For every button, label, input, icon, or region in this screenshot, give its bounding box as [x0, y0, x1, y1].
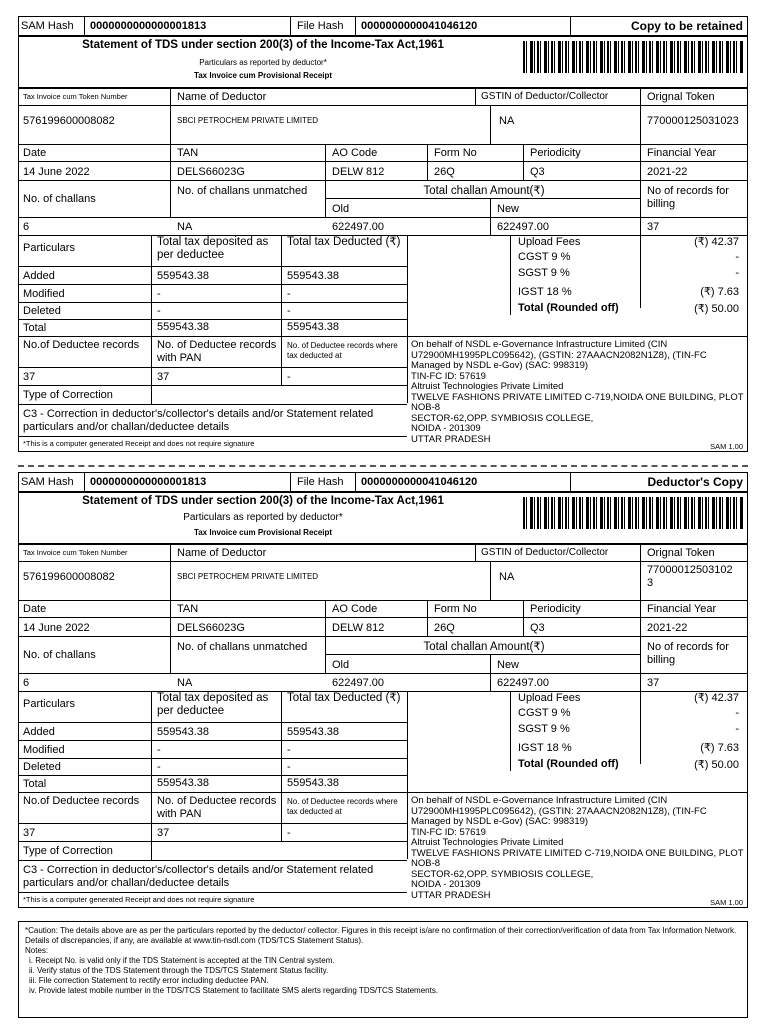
challan-old-value: 622497.00 [332, 677, 384, 689]
no-deductee-value: 37 [23, 827, 36, 839]
sgst-label: SGST 9 % [518, 267, 570, 279]
cut-line [18, 465, 748, 467]
ao-code-value: DELW 812 [332, 166, 385, 178]
particulars-label: Particulars [23, 242, 75, 254]
challans-unmatched-label: No. of challans unmatched [177, 641, 308, 653]
receipt-page [18, 16, 748, 995]
receipt-deductor-copy [18, 472, 748, 928]
deleted-label: Deleted [23, 761, 61, 773]
no-challans-label: No. of challans [23, 649, 96, 661]
deleted-deposited-value: - [157, 761, 161, 773]
deleted-deposited-value: - [157, 305, 161, 317]
financial-year-value: 2021-22 [647, 166, 688, 178]
total-deducted-label: Total tax Deducted (₹) [287, 236, 401, 248]
date-label: Date [23, 147, 47, 159]
gstin-label: GSTIN of Deductor/Collector [481, 547, 609, 558]
added-deducted-value: 559543.38 [287, 270, 339, 282]
notes-label: Notes: [25, 946, 49, 955]
note-item: i. Receipt No. is valid only if the TDS Statement is accepted at the TIN Central system. [29, 956, 335, 965]
cgst-label: CGST 9 % [518, 251, 571, 263]
token-number-label: Tax Invoice cum Token Number [23, 548, 128, 557]
receipt-copy-retained [18, 16, 748, 452]
no-deductee-pan-label: No. of Deductee records with PAN [157, 339, 277, 364]
token-number-value: 576199600008082 [23, 571, 115, 583]
form-no-label: Form No [434, 603, 477, 615]
nsdl-address4: UTTAR PRADESH [411, 433, 491, 445]
added-label: Added [23, 726, 55, 738]
total-deposited-label: Total tax deposited as per deductee [157, 236, 269, 261]
financial-year-value: 2021-22 [647, 622, 688, 634]
total-deducted-value: 559543.38 [287, 321, 339, 333]
original-token-value [644, 563, 744, 591]
nsdl-tinfc: TIN-FC ID: 57619 [411, 370, 486, 382]
form-no-value: 26Q [434, 166, 455, 178]
deductor-name-label: Name of Deductor [177, 547, 267, 559]
total-deposited-value: 559543.38 [157, 321, 209, 333]
cgst-value: - [735, 251, 739, 263]
records-billing-label: No of records for billing [647, 641, 729, 666]
nsdl-block [409, 340, 747, 445]
no-deductee-where-value: - [287, 827, 291, 839]
deductor-name-label: Name of Deductor [177, 91, 267, 103]
nsdl-tinfc: TIN-FC ID: 57619 [411, 826, 486, 838]
original-token-label: Orignal Token [647, 91, 715, 103]
date-label: Date [23, 603, 47, 615]
added-label: Added [23, 270, 55, 282]
no-challans-value: 6 [23, 677, 30, 689]
igst-value: (₹) 7.63 [700, 742, 739, 754]
no-challans-value: 6 [23, 221, 30, 233]
challans-unmatched-value: NA [177, 221, 193, 233]
tan-value: DELS66023G [177, 166, 245, 178]
cgst-label: CGST 9 % [518, 707, 571, 719]
statement-title: Statement of TDS under section 200(3) of the Income-Tax Act,1961 [82, 495, 444, 507]
nsdl-company: Altruist Technologies Private Limited [411, 837, 564, 848]
type-correction-label: Type of Correction [23, 389, 113, 401]
form-no-label: Form No [434, 147, 477, 159]
modified-label: Modified [23, 288, 65, 300]
caution-text: *Caution: The details above are as per the particulars reported by the deductor/ collector. Figures in this receipt is/are no confirmation of their correction/verification of data from Tax Information Network. Details of discrepancies, if any, are available at www.tin-nsdl.com (TDS/TCS Statement Status). [25, 926, 737, 945]
computer-generated-note: *This is a computer generated Receipt and does not require signature [23, 895, 255, 904]
deleted-label: Deleted [23, 305, 61, 317]
no-deductee-where-label: No. of Deductee records where tax deducted at [287, 797, 398, 816]
total-deducted-label: Total tax Deducted (₹) [287, 692, 401, 704]
ao-code-label: AO Code [332, 147, 378, 159]
computer-generated-note: *This is a computer generated Receipt and does not require signature [23, 439, 255, 448]
financial-year-label: Financial Year [647, 603, 717, 615]
note-item: iv. Provide latest mobile number in the TDS/TCS Statement to facilitate SMS alerts regarding TDS/TCS Statements. [29, 986, 439, 995]
nsdl-address2: SECTOR-62,OPP. SYMBIOSIS COLLEGE, [411, 412, 594, 424]
receipt-type: Tax Invoice cum Provisional Receipt [193, 71, 333, 80]
total-deposited-value: 559543.38 [157, 777, 209, 789]
particulars-label: Particulars [23, 698, 75, 710]
statement-title: Statement of TDS under section 200(3) of the Income-Tax Act,1961 [82, 39, 444, 51]
statement-subtitle: Particulars as reported by deductor* [199, 58, 327, 67]
original-token-label: Orignal Token [647, 547, 715, 559]
total-rounded-label: Total (Rounded off) [518, 758, 619, 770]
modified-deposited-value: - [157, 288, 161, 300]
challan-new-value: 622497.00 [497, 221, 549, 233]
no-deductee-value: 37 [23, 371, 36, 383]
ao-code-value: DELW 812 [332, 622, 385, 634]
challan-new-label: New [497, 659, 520, 671]
receipt-type: Tax Invoice cum Provisional Receipt [193, 528, 333, 537]
periodicity-label: Periodicity [530, 147, 581, 159]
nsdl-address4: UTTAR PRADESH [411, 889, 491, 901]
total-challan-label: Total challan Amount(₹) [423, 641, 545, 653]
cgst-value: - [735, 707, 739, 719]
sgst-value: - [735, 723, 739, 735]
total-rounded-value: (₹) 50.00 [694, 303, 739, 315]
records-billing-label: No of records for billing [647, 185, 729, 210]
sam-hash-label: SAM Hash [21, 20, 74, 32]
gstin-label: GSTIN of Deductor/Collector [481, 91, 609, 102]
challan-old-value: 622497.00 [332, 221, 384, 233]
sam-hash-value: 0000000000000001813 [90, 476, 207, 488]
deductor-name-value: SBCI PETROCHEM PRIVATE LIMITED [177, 572, 319, 581]
sgst-value: - [735, 267, 739, 279]
no-challans-label: No. of challans [23, 193, 96, 205]
original-token-value: 770000125031023 [647, 115, 739, 127]
nsdl-line1: On behalf of NSDL e-Governance Infrastructure Limited (CIN U72900MH1995PLC095642), (GSTIN: 27AAACN2082N1Z8), (TIN-FC Managed by NSDL e-Gov) (SAC: 998319) [411, 796, 707, 827]
barcode [523, 497, 743, 529]
no-deductee-pan-value: 37 [157, 371, 170, 383]
no-deductee-label: No.of Deductee records [23, 339, 140, 351]
nsdl-address3: NOIDA - 201309 [411, 423, 481, 434]
nsdl-address1: TWELVE FASHIONS PRIVATE LIMITED C-719,NOIDA ONE BUILDING, PLOT NOB-8 [411, 391, 744, 413]
deleted-deducted-value: - [287, 761, 291, 773]
type-correction-label: Type of Correction [23, 845, 113, 857]
total-label: Total [23, 322, 47, 334]
sam-hash-label: SAM Hash [21, 476, 74, 488]
challan-new-value: 622497.00 [497, 677, 549, 689]
original-token-line2: 3 [647, 577, 654, 589]
total-challan-label: Total challan Amount(₹) [423, 185, 545, 197]
added-deposited-value: 559543.38 [157, 270, 209, 282]
periodicity-label: Periodicity [530, 603, 581, 615]
periodicity-value: Q3 [530, 166, 545, 178]
tan-label: TAN [177, 603, 199, 615]
nsdl-line1: On behalf of NSDL e-Governance Infrastructure Limited (CIN U72900MH1995PLC095642), (GSTIN: 27AAACN2082N1Z8), (TIN-FC Managed by NSDL e-Gov) (SAC: 998319) [411, 340, 707, 371]
challan-new-label: New [497, 203, 520, 215]
form-no-value: 26Q [434, 622, 455, 634]
added-deposited-value: 559543.38 [157, 726, 209, 738]
date-value: 14 June 2022 [23, 622, 90, 634]
correction-value: C3 - Correction in deductor's/collector's details and/or Statement related particulars and/or challan/deductee details [23, 864, 374, 889]
file-hash-value: 0000000000041046120 [361, 20, 478, 32]
nsdl-address1: TWELVE FASHIONS PRIVATE LIMITED C-719,NOIDA ONE BUILDING, PLOT NOB-8 [411, 847, 744, 869]
total-label: Total [23, 778, 47, 790]
nsdl-address3: NOIDA - 201309 [411, 879, 481, 890]
file-hash-label: File Hash [297, 20, 344, 32]
challan-old-label: Old [332, 203, 350, 215]
total-rounded-label: Total (Rounded off) [518, 302, 619, 314]
modified-deducted-value: - [287, 744, 291, 756]
token-number-value: 576199600008082 [23, 115, 115, 127]
date-value: 14 June 2022 [23, 166, 90, 178]
tan-label: TAN [177, 147, 199, 159]
token-number-label: Tax Invoice cum Token Number [23, 92, 128, 101]
statement-subtitle: Particulars as reported by deductor* [183, 512, 343, 523]
nsdl-address2: SECTOR-62,OPP. SYMBIOSIS COLLEGE, [411, 868, 594, 880]
no-deductee-where-label: No. of Deductee records where tax deducted at [287, 341, 398, 360]
sgst-label: SGST 9 % [518, 723, 570, 735]
deleted-deducted-value: - [287, 305, 291, 317]
upload-fees-value: (₹) 42.37 [694, 236, 739, 248]
sam-version: SAM 1.00 [710, 898, 743, 907]
challans-unmatched-label: No. of challans unmatched [177, 185, 308, 197]
records-billing-value: 37 [647, 677, 660, 689]
file-hash-label: File Hash [297, 476, 344, 488]
original-token-line1: 77000012503102 [647, 564, 733, 576]
note-item: iii. File correction Statement to rectify error including deductee PAN. [29, 976, 269, 985]
no-deductee-label: No.of Deductee records [23, 795, 140, 807]
no-deductee-pan-value: 37 [157, 827, 170, 839]
upload-fees-value: (₹) 42.37 [694, 692, 739, 704]
file-hash-value: 0000000000041046120 [361, 476, 478, 488]
challans-unmatched-value: NA [177, 677, 193, 689]
copy-label: Deductor's Copy [647, 475, 743, 489]
igst-label: IGST 18 % [518, 742, 572, 754]
modified-label: Modified [23, 744, 65, 756]
ao-code-label: AO Code [332, 603, 378, 615]
challan-old-label: Old [332, 659, 350, 671]
sam-hash-value: 0000000000000001813 [90, 20, 207, 32]
periodicity-value: Q3 [530, 622, 545, 634]
no-deductee-pan-label: No. of Deductee records with PAN [157, 795, 277, 820]
caution-notes [18, 921, 748, 1018]
total-rounded-value: (₹) 50.00 [694, 759, 739, 771]
gstin-value: NA [499, 115, 515, 127]
no-deductee-where-value: - [287, 371, 291, 383]
total-deposited-label: Total tax deposited as per deductee [157, 692, 269, 717]
correction-value: C3 - Correction in deductor's/collector's details and/or Statement related particulars and/or challan/deductee details [23, 408, 374, 433]
upload-fees-label: Upload Fees [518, 236, 581, 248]
total-deducted-value: 559543.38 [287, 777, 339, 789]
note-item: ii. Verify status of the TDS Statement through the TDS/TCS Statement Status facility. [29, 966, 329, 975]
igst-value: (₹) 7.63 [700, 286, 739, 298]
financial-year-label: Financial Year [647, 147, 717, 159]
tan-value: DELS66023G [177, 622, 245, 634]
nsdl-block [409, 796, 747, 901]
gstin-value: NA [499, 571, 515, 583]
modified-deducted-value: - [287, 288, 291, 300]
barcode [523, 41, 743, 73]
sam-version: SAM 1.00 [710, 442, 743, 451]
added-deducted-value: 559543.38 [287, 726, 339, 738]
modified-deposited-value: - [157, 744, 161, 756]
copy-label: Copy to be retained [630, 19, 743, 33]
nsdl-company: Altruist Technologies Private Limited [411, 381, 564, 392]
igst-label: IGST 18 % [518, 286, 572, 298]
upload-fees-label: Upload Fees [518, 692, 581, 704]
records-billing-value: 37 [647, 221, 660, 233]
deductor-name-value: SBCI PETROCHEM PRIVATE LIMITED [177, 116, 319, 125]
